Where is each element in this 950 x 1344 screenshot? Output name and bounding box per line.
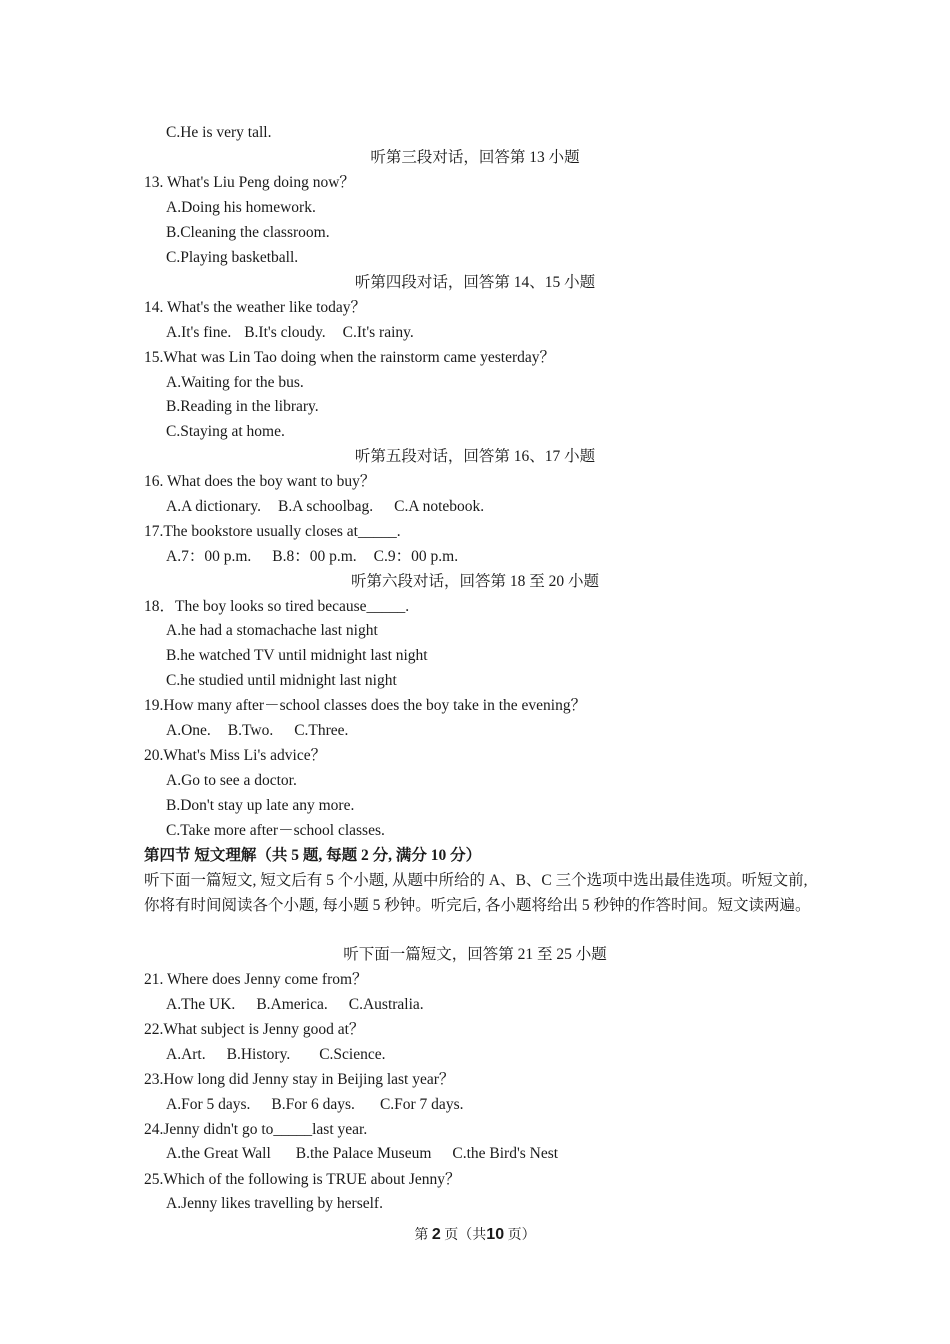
- question-24: 24.Jenny didn't go to_____last year.: [144, 1121, 368, 1138]
- q22-option-c: C.Science.: [319, 1046, 386, 1063]
- q15-option-b: B.Reading in the library.: [166, 398, 319, 415]
- question-23: 23.How long did Jenny stay in Beijing last year？: [144, 1071, 455, 1088]
- question-15: 15.What was Lin Tao doing when the rainstorm came yesterday？: [144, 349, 555, 366]
- q21-option-c: C.Australia.: [348, 996, 424, 1013]
- footer-page-number: 2: [431, 1226, 441, 1243]
- q19-option-a: A.One.: [166, 722, 211, 739]
- footer-total-pages: 10: [486, 1226, 505, 1243]
- q19-option-c: C.Three.: [294, 722, 349, 739]
- q14-option-a: A.It's fine.: [166, 324, 232, 341]
- q19-option-b: B.Two.: [227, 722, 274, 739]
- question-13: 13. What's Liu Peng doing now？: [144, 174, 355, 191]
- listening-heading-16-17: 听第五段对话，回答第 16、17 小题: [354, 448, 596, 465]
- q23-option-c: C.For 7 days.: [379, 1096, 464, 1113]
- q24-option-c: C.the Bird's Nest: [452, 1145, 559, 1162]
- question-19: 19.How many after－school classes does the boy take in the evening？: [144, 697, 587, 714]
- question-16: 16. What does the boy want to buy？: [144, 473, 376, 490]
- q16-option-b: B.A schoolbag.: [278, 498, 374, 515]
- q22-options: [166, 1045, 386, 1065]
- q14-option-b: B.It's cloudy.: [244, 324, 326, 341]
- q18-option-c: C.he studied until midnight last night: [166, 672, 397, 689]
- listening-heading-14-15: 听第四段对话，回答第 14、15 小题: [354, 274, 596, 291]
- q21-option-a: A.The UK.: [166, 996, 236, 1013]
- q20-option-b: B.Don't stay up late any more.: [166, 797, 355, 814]
- page-footer: [0, 1225, 950, 1246]
- q18-option-a: A.he had a stomachache last night: [166, 622, 378, 639]
- q19-options: [166, 721, 348, 741]
- q21-options: [166, 995, 424, 1015]
- q24-option-a: A.the Great Wall: [166, 1145, 271, 1162]
- q23-options: [166, 1095, 463, 1115]
- q21-option-b: B.America.: [256, 996, 328, 1013]
- footer-suffix: 页）: [507, 1228, 536, 1243]
- section-4-instructions: 听下面一篇短文, 短文后有 5 个小题, 从题中所给的 A、B、C 三个选项中选出最佳选项。听短文前, 你将有时间阅读各个小题, 每小题 5 秒钟。听完后, 各小题将给出 5 秒钟的作答时间。短文读两遍。: [144, 872, 811, 914]
- q14-option-c: C.It's rainy.: [342, 324, 414, 341]
- q24-options: [166, 1144, 558, 1164]
- q17-options: [166, 547, 458, 567]
- q22-option-b: B.History.: [226, 1046, 291, 1063]
- section-4-title: 第四节 短文理解（共 5 题, 每题 2 分, 满分 10 分）: [144, 847, 482, 864]
- question-17: 17.The bookstore usually closes at_____.: [144, 523, 401, 540]
- q16-option-c: C.A notebook.: [394, 498, 485, 515]
- question-18: 18．The boy looks so tired because_____.: [144, 598, 410, 615]
- q15-option-c: C.Staying at home.: [166, 423, 285, 440]
- q13-option-b: B.Cleaning the classroom.: [166, 224, 330, 241]
- listening-heading-21-25: 听下面一篇短文，回答第 21 至 25 小题: [343, 946, 607, 963]
- q13-option-a: A.Doing his homework.: [166, 199, 316, 216]
- q22-option-a: A.Art.: [166, 1046, 206, 1063]
- question-14: 14. What's the weather like today？: [144, 299, 367, 316]
- q18-option-b: B.he watched TV until midnight last night: [166, 647, 428, 664]
- q25-option-a: A.Jenny likes travelling by herself.: [166, 1195, 383, 1212]
- q13-option-c: C.Playing basketball.: [166, 249, 299, 266]
- q16-options: [166, 497, 484, 517]
- q12-option-c: C.He is very tall.: [166, 124, 272, 141]
- question-21: 21. Where does Jenny come from？: [144, 971, 368, 988]
- q23-option-b: B.For 6 days.: [271, 1096, 355, 1113]
- q23-option-a: A.For 5 days.: [166, 1096, 251, 1113]
- q20-option-a: A.Go to see a doctor.: [166, 772, 297, 789]
- q17-option-a: A.7：00 p.m.: [166, 548, 252, 565]
- q16-option-a: A.A dictionary.: [166, 498, 261, 515]
- q17-option-b: B.8：00 p.m.: [272, 548, 357, 565]
- footer-prefix: 第: [414, 1228, 429, 1243]
- listening-heading-18-20: 听第六段对话，回答第 18 至 20 小题: [350, 573, 599, 590]
- footer-middle: 页（共: [444, 1228, 487, 1243]
- question-20: 20.What's Miss Li's advice？: [144, 747, 327, 764]
- q14-options: [166, 323, 414, 343]
- question-22: 22.What subject is Jenny good at？: [144, 1021, 365, 1038]
- q24-option-b: B.the Palace Museum: [295, 1145, 432, 1162]
- q20-option-c: C.Take more after－school classes.: [166, 822, 385, 839]
- q17-option-c: C.9：00 p.m.: [373, 548, 459, 565]
- listening-heading-13: 听第三段对话，回答第 13 小题: [370, 149, 580, 166]
- question-25: 25.Which of the following is TRUE about Jenny？: [144, 1171, 461, 1188]
- q15-option-a: A.Waiting for the bus.: [166, 374, 304, 391]
